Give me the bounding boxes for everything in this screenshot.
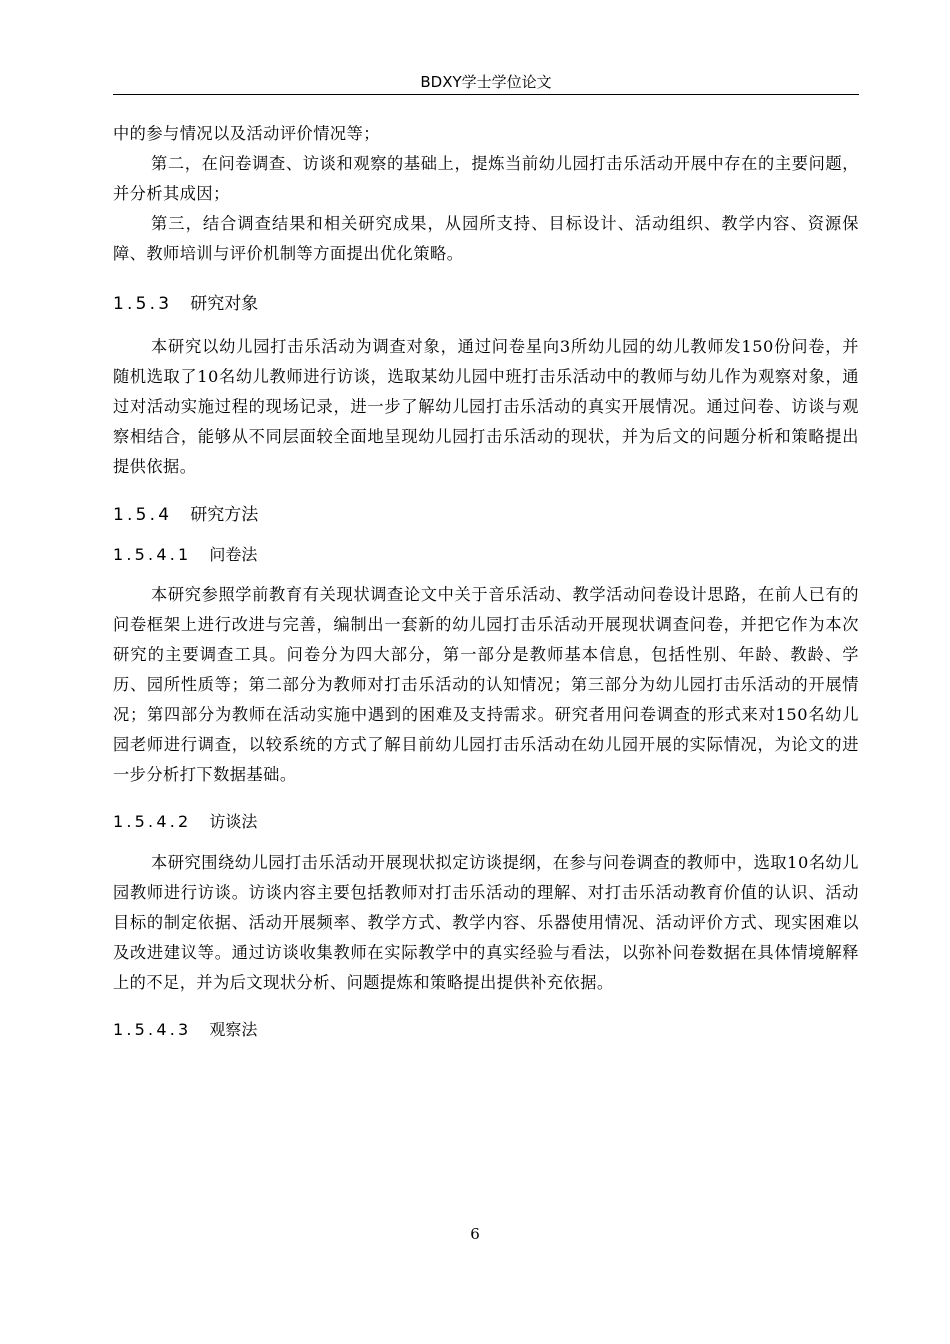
page-number: 6 (470, 1225, 480, 1243)
page-body (113, 119, 859, 1045)
paragraph-research-object: 本研究以幼儿园打击乐活动为调查对象，通过问卷星向3所幼儿园的幼儿教师发150份问卷，并随机选取了10名幼儿教师进行访谈，选取某幼儿园中班打击乐活动中的教师与幼儿作为观察对象，通过对活动实施过程的现场记录，进一步了解幼儿园打击乐活动的真实开展情况。通过问卷、访谈与观察相结合，能够从不同层面较全面地呈现幼儿园打击乐活动的现状，并为后文的问题分析和策略提出提供依据。 (113, 337, 859, 476)
heading-number: 1.5.4.3 (113, 1020, 192, 1039)
paragraph-third-objective: 第三，结合调查结果和相关研究成果，从园所支持、目标设计、活动组织、教学内容、资源保障、教师培训与评价机制等方面提出优化策略。 (113, 214, 859, 263)
paragraph-interview-method: 本研究围绕幼儿园打击乐活动开展现状拟定访谈提纲，在参与问卷调查的教师中，选取10名幼儿园教师进行访谈。访谈内容主要包括教师对打击乐活动的理解、对打击乐活动教育价值的认识、活动目标的制定依据、活动开展频率、教学方式、教学内容、乐器使用情况、活动评价方式、现实困难以及改进建议等。通过访谈收集教师在实际教学中的真实经验与看法，以弥补问卷数据在具体情境解释上的不足，并为后文现状分析、问题提炼和策略提出提供补充依据。 (113, 853, 859, 992)
heading-1-5-3 (113, 289, 859, 319)
heading-number: 1.5.4.1 (113, 545, 192, 564)
heading-title: 研究方法 (190, 505, 259, 525)
heading-1-5-4-2 (113, 807, 859, 837)
heading-number: 1.5.4 (113, 505, 173, 525)
paragraph-questionnaire-method: 本研究参照学前教育有关现状调查论文中关于音乐活动、教学活动问卷设计思路，在前人已有的问卷框架上进行改进与完善，编制出一套新的幼儿园打击乐活动开展现状调查问卷，并把它作为本次研究的主要调查工具。问卷分为四大部分，第一部分是教师基本信息，包括性别、年龄、教龄、学历、园所性质等；第二部分为教师对打击乐活动的认知情况；第三部分为幼儿园打击乐活动的开展情况；第四部分为教师在活动实施中遇到的困难及支持需求。研究者用问卷调查的形式来对150名幼儿园老师进行调查，以较系统的方式了解目前幼儿园打击乐活动在幼儿园开展的实际情况，为论文的进一步分析打下数据基础。 (113, 585, 859, 784)
heading-number: 1.5.3 (113, 294, 173, 314)
header-rule (113, 94, 859, 95)
paragraph-second-objective: 第二，在问卷调查、访谈和观察的基础上，提炼当前幼儿园打击乐活动开展中存在的主要问题，并分析其成因； (113, 154, 859, 203)
heading-1-5-4 (113, 500, 859, 530)
paragraph-continued: 中的参与情况以及活动评价情况等； (113, 124, 380, 143)
heading-title: 访谈法 (209, 812, 258, 831)
heading-1-5-4-1 (113, 540, 859, 570)
page-header: BDXY学士学位论文 (420, 73, 552, 91)
heading-title: 观察法 (209, 1020, 258, 1039)
heading-title: 问卷法 (209, 545, 258, 564)
heading-1-5-4-3 (113, 1015, 859, 1045)
heading-number: 1.5.4.2 (113, 812, 192, 831)
heading-title: 研究对象 (190, 294, 259, 314)
